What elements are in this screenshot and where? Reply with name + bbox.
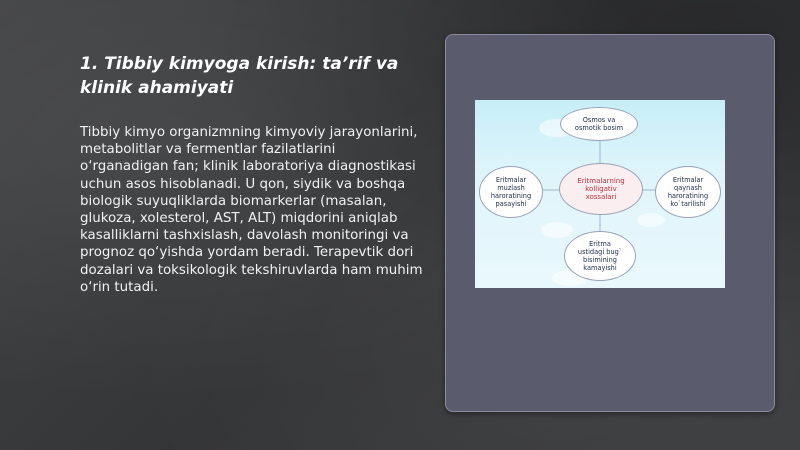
bubble-bottom: Eritma ustidagi bug` bisimining kamayishi (564, 231, 636, 281)
decor-cloud (541, 222, 573, 238)
bubble-right: Eritmalar qaynash haroratining ko`tarilishi (655, 166, 721, 218)
colligative-properties-diagram (475, 100, 725, 288)
bubble-center: Eritmalarning kolligativ xossalari (559, 163, 643, 215)
bubble-top: Osmos va osmotik bosim (560, 107, 638, 141)
bubble-left: Eritmalar muzlash haroratining pasayishi (479, 166, 543, 218)
slide-body-text: Tibbiy kimyo organizmning kimyoviy jarayonlarini, metabolitlar va fermentlar fazilatlarini o‘rganadigan fan; klinik laboratoriya diagnostikasi uchun asos hisoblanadi. U qon, siydik va boshqa biologik suyuqliklarda biomarkerlar (masalan, glukoza, xolesterol, AST, ALT) miqdorini aniqlab kasalliklarni tashxislash, davolash monitoringi va prognoz qo‘yishda yordam beradi. Terapevtik dori dozalari va toksikologik tekshiruvlarda ham muhim o‘rin tutadi. (80, 125, 423, 295)
slide-title: 1. Tibbiy kimyoga kirish: ta’rif va klinik ahamiyati (80, 54, 399, 98)
decor-cloud (637, 213, 665, 227)
